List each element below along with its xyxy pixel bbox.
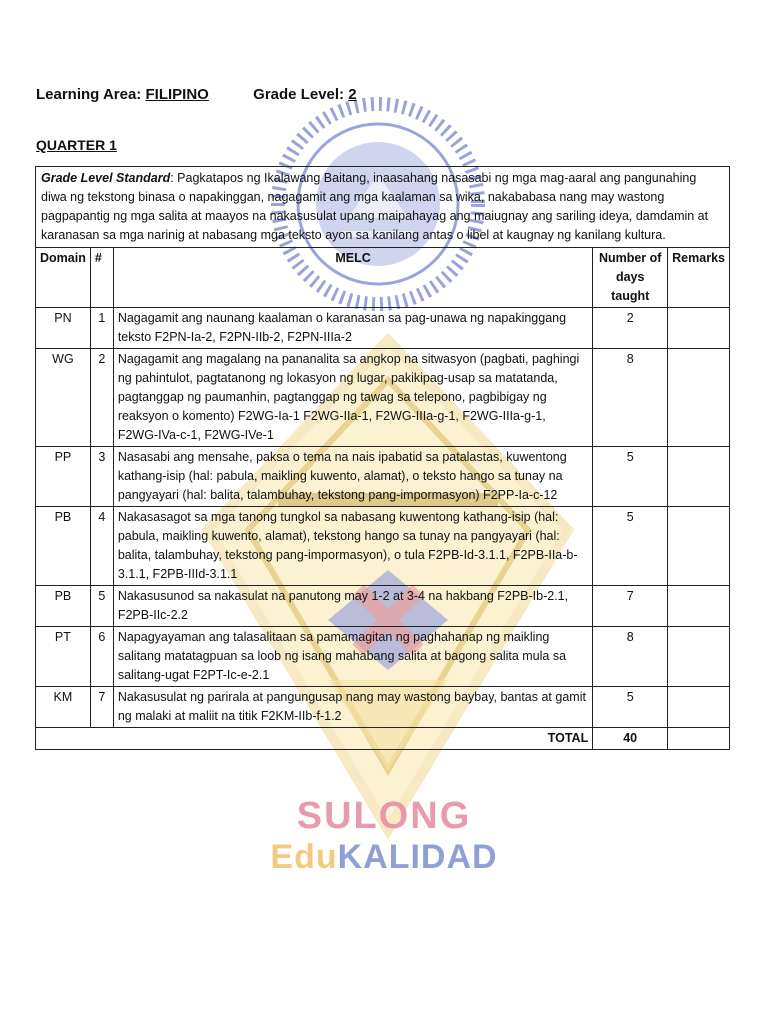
table-row [36, 349, 730, 447]
watermark-sulong: SULONG [296, 795, 472, 837]
row-remarks [668, 447, 730, 507]
grade-level-label: Grade Level: [253, 86, 345, 103]
row-remarks [668, 586, 730, 627]
learning-area-value: FILIPINO [145, 86, 209, 103]
row-melc: Nagagamit ang naunang kaalaman o karanasan sa pag-unawa ng napakinggang teksto F2PN-Ia-2, F2PN-IIb-2, F2PN-IIIa-2 [113, 308, 592, 349]
row-num: 4 [90, 507, 113, 586]
row-domain: WG [36, 349, 91, 447]
col-domain-header: Domain [36, 248, 91, 308]
row-domain: PN [36, 308, 91, 349]
row-melc: Nasasabi ang mensahe, paksa o tema na nais ipabatid sa patalastas, kuwentong kathang-isip (hal: pabula, maikling kuwento, alamat), o teksto hango sa tunay na pangyayari (hal: balita, talambuhay, tekstong pang-impormasyon) F2PP-Ia-c-12 [113, 447, 592, 507]
total-value: 40 [593, 728, 668, 750]
row-domain: PP [36, 447, 91, 507]
watermark-edu: Edu [270, 838, 338, 876]
row-num: 5 [90, 586, 113, 627]
melc-table [35, 166, 730, 750]
table-header-row [36, 248, 730, 308]
col-days-header: Number of days taught [593, 248, 668, 308]
row-remarks [668, 349, 730, 447]
table-row [36, 586, 730, 627]
row-melc: Nakasusulat ng parirala at pangungusap nang may wastong baybay, bantas at gamit ng malaki at maliit na titik F2KM-IIb-f-1.2 [113, 687, 592, 728]
row-num: 2 [90, 349, 113, 447]
total-label: TOTAL [36, 728, 593, 750]
grade-level-standard [36, 167, 730, 248]
row-domain: PB [36, 586, 91, 627]
learning-area-label: Learning Area: [36, 86, 142, 103]
row-days: 5 [593, 507, 668, 586]
row-days: 8 [593, 627, 668, 687]
grade-level-value: 2 [348, 86, 357, 103]
col-remarks-header: Remarks [668, 248, 730, 308]
row-melc: Nagagamit ang magalang na pananalita sa angkop na sitwasyon (pagbati, paghingi ng pahintulot, pagtatanong ng lokasyon ng lugar, pakikipag-usap sa matatanda, pagtanggap ng paumanhin, pagtanggap ng tawag sa telepono, pagbibigay ng reaksyon o komento) F2WG-Ia-1 F2WG-IIa-1, F2WG-IIIa-g-1, F2WG-IIIa-g-1, F2WG-IVa-c-1, F2WG-IVe-1 [113, 349, 592, 447]
standard-text: : Pagkatapos ng Ikalawang Baitang, inaasahang nasasabi ng mga mag-aaral ang pangunahing diwa ng tekstong binasa o napakinggan, nagagamit ang mga kaalaman sa wika, nakababasa nang may wastong pagpapantig ng mga salita at maayos na nakasusulat upang maipahayag ang maiugnay ang sariling ideya, damdamin at karanasan sa mga narinig at nabasang mga teksto ayon sa kanilang antas o libel at kaugnay ng kanilang kultura. [41, 171, 709, 242]
row-remarks [668, 507, 730, 586]
row-domain: PT [36, 627, 91, 687]
col-num-header: # [90, 248, 113, 308]
row-days: 5 [593, 687, 668, 728]
table-row [36, 627, 730, 687]
standard-row [36, 167, 730, 248]
document-header [36, 86, 357, 103]
table-row [36, 507, 730, 586]
row-days: 5 [593, 447, 668, 507]
table-row [36, 308, 730, 349]
row-num: 6 [90, 627, 113, 687]
row-domain: PB [36, 507, 91, 586]
row-melc: Nakasasagot sa mga tanong tungkol sa nabasang kuwentong kathang-isip (hal: pabula, maikling kuwento, alamat), tekstong hango sa tunay na pangyayari (hal: balita, talambuhay, tekstong pang-impormasyon), o tula F2PB-Id-3.1.1, F2PB-IIa-b-3.1.1, F2PB-IIId-3.1.1 [113, 507, 592, 586]
row-num: 3 [90, 447, 113, 507]
table-row [36, 687, 730, 728]
row-num: 7 [90, 687, 113, 728]
row-days: 8 [593, 349, 668, 447]
row-remarks [668, 687, 730, 728]
col-melc-header: MELC [113, 248, 592, 308]
row-num: 1 [90, 308, 113, 349]
quarter-heading: QUARTER 1 [36, 137, 117, 153]
row-melc: Nakasusunod sa nakasulat na panutong may 1-2 at 3-4 na hakbang F2PB-Ib-2.1, F2PB-IIc-2.2 [113, 586, 592, 627]
row-domain: KM [36, 687, 91, 728]
row-remarks [668, 308, 730, 349]
row-days: 2 [593, 308, 668, 349]
standard-label: Grade Level Standard [41, 171, 171, 185]
watermark-edukalidad [0, 838, 768, 877]
row-days: 7 [593, 586, 668, 627]
row-melc: Napagyayaman ang talasalitaan sa pamamagitan ng paghahanap ng maikling salitang matatagpuan sa loob ng isang mahabang salita at bagong salita mula sa salitang-ugat F2PT-Ic-e-2.1 [113, 627, 592, 687]
watermark-kalidad: KALIDAD [337, 838, 498, 876]
total-row [36, 728, 730, 750]
row-remarks [668, 627, 730, 687]
total-remarks [668, 728, 730, 750]
table-row [36, 447, 730, 507]
